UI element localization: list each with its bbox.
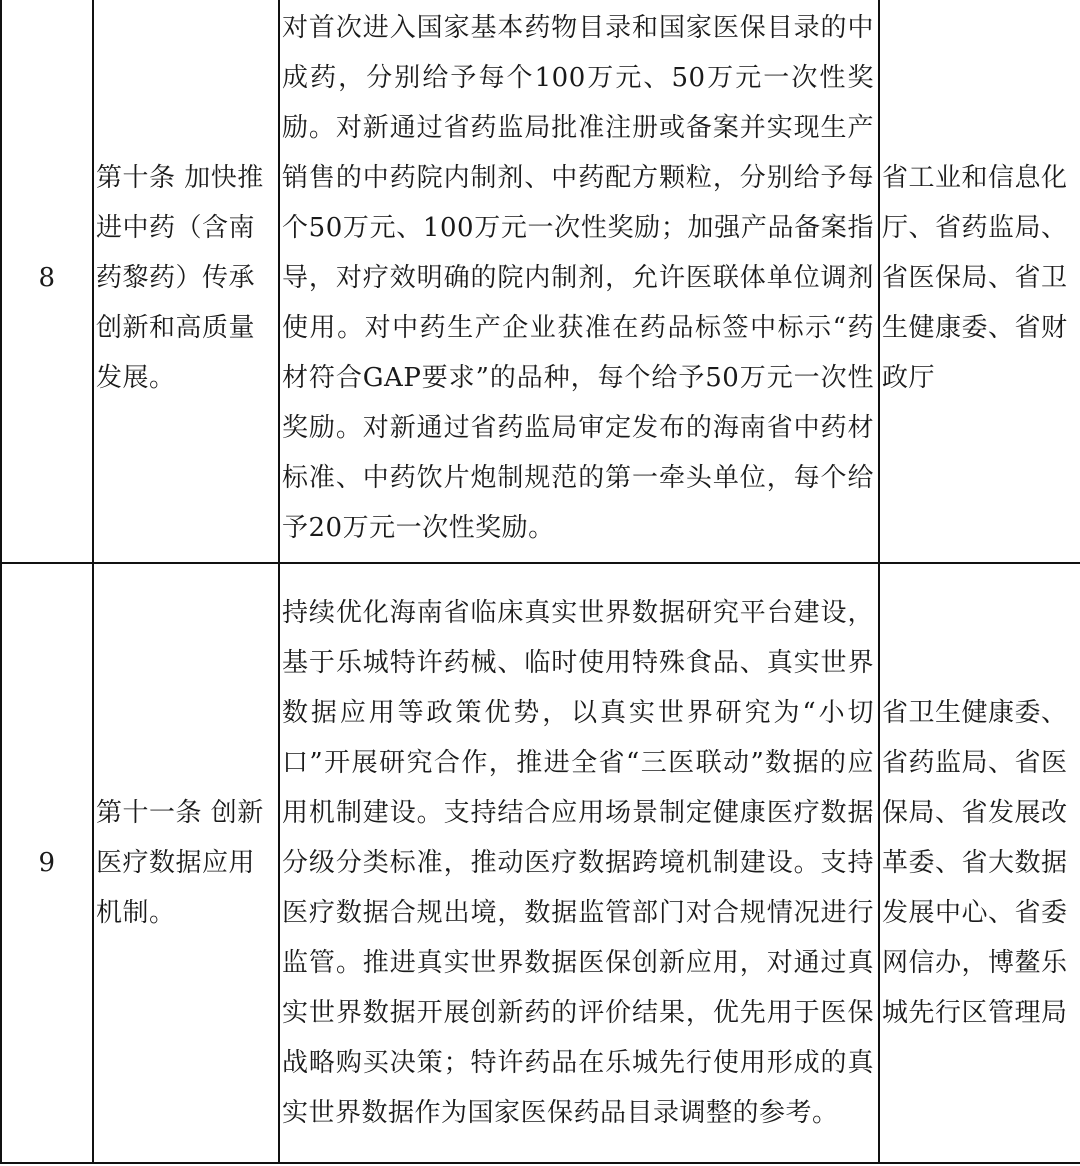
- responsible-departments: 省卫生健康委、省药监局、省医保局、省发展改革委、省大数据发展中心、省委网信办，博鳌乐城先行区管理局: [882, 698, 1068, 1028]
- row-number: 9: [38, 848, 56, 878]
- table-row: [1, 563, 1080, 1163]
- article-cell: [93, 0, 279, 563]
- content-cell: [279, 563, 879, 1163]
- row-number-cell: [1, 0, 93, 563]
- responsible-departments: 省工业和信息化厅、省药监局、省医保局、省卫生健康委、省财政厅: [882, 163, 1068, 393]
- row-number-cell: [1, 563, 93, 1163]
- policy-content: 对首次进入国家基本药物目录和国家医保目录的中成药，分别给予每个100万元、50万元一次性奖励。对新通过省药监局批准注册或备案并实现生产销售的中药院内制剂、中药配方颗粒，分别给予每个50万元、100万元一次性奖励；加强产品备案指导，对疗效明确的院内制剂，允许医联体单位调剂使用。对中药生产企业获准在药品标签中标示“药材符合GAP要求”的品种，每个给予50万元一次性奖励。对新通过省药监局审定发布的海南省中药材标准、中药饮片炮制规范的第一牵头单位，每个给予20万元一次性奖励。: [282, 13, 874, 543]
- row-number: 8: [38, 263, 56, 293]
- article-title: 第十条 加快推进中药（含南药黎药）传承创新和高质量发展。: [96, 163, 264, 393]
- article-title: 第十一条 创新医疗数据应用机制。: [96, 798, 264, 928]
- table-row: [1, 0, 1080, 563]
- content-cell: [279, 0, 879, 563]
- article-cell: [93, 563, 279, 1163]
- policy-content: 持续优化海南省临床真实世界数据研究平台建设，基于乐城特许药械、临时使用特殊食品、真实世界数据应用等政策优势，以真实世界研究为“小切口”开展研究合作，推进全省“三医联动”数据的应用机制建设。支持结合应用场景制定健康医疗数据分级分类标准，推动医疗数据跨境机制建设。支持医疗数据合规出境，数据监管部门对合规情况进行监管。推进真实世界数据医保创新应用，对通过真实世界数据开展创新药的评价结果，优先用于医保战略购买决策；特许药品在乐城先行使用形成的真实世界数据作为国家医保药品目录调整的参考。: [282, 598, 874, 1128]
- department-cell: [879, 563, 1080, 1163]
- department-cell: [879, 0, 1080, 563]
